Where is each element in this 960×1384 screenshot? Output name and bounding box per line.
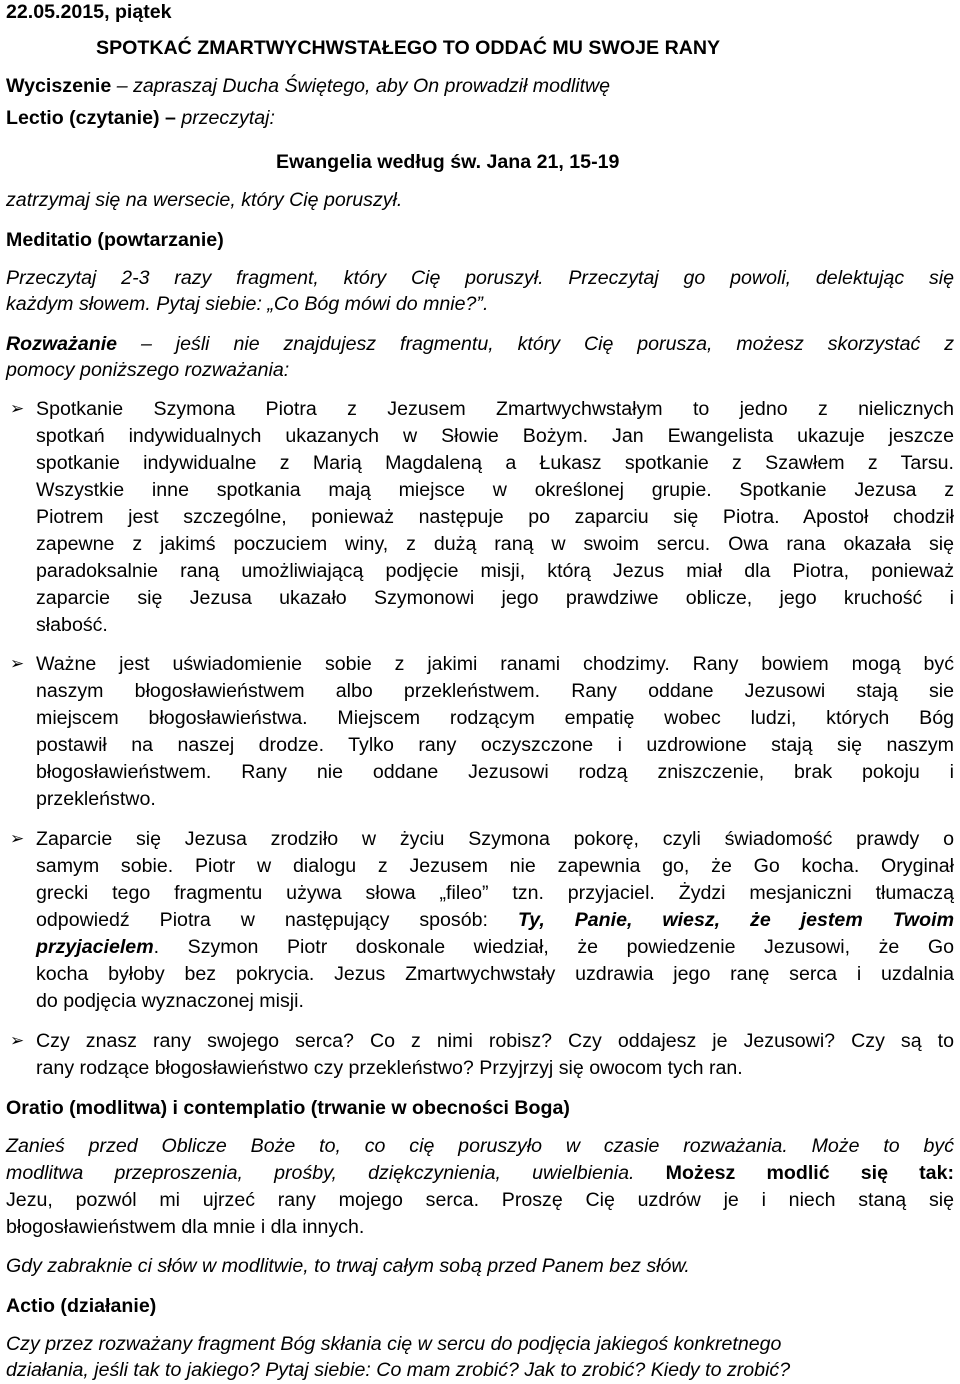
list-item-line: błogosławieństwem. Rany nie oddane Jezusowi rodzą zniszczenie, brak pokoju i — [36, 761, 954, 783]
silence-note: Gdy zabraknie ci słów w modlitwie, to trwaj całym sobą przed Panem bez słów. — [6, 1255, 690, 1277]
list-item-line — [36, 935, 954, 959]
oratio-text-line — [6, 1161, 954, 1185]
lectio-label: Lectio (czytanie) – — [6, 107, 182, 129]
meditatio-text-line: każdym słowem. Pytaj siebie: „Co Bóg mówi do mnie?”. — [6, 293, 489, 315]
list-item-line: naszym błogosławieństwem albo przekleństwem. Rany oddane Jezusowi stają sie — [36, 680, 954, 702]
rozwazanie-intro-line — [6, 332, 954, 356]
meditatio-text-line: Przeczytaj 2-3 razy fragment, który Cię poruszył. Przeczytaj go powoli, delektując się — [6, 267, 954, 289]
list-item-text: odpowiedź Piotra w następujący sposób: — [36, 909, 518, 931]
list-item-line: zaparcie się Jezusa ukazało Szymonowi jego prawdziwe oblicze, jego kruchość i — [36, 587, 954, 609]
rozwazanie-intro-text: – jeśli nie znajdujesz fragmentu, który Cię porusza, możesz skorzystać z — [117, 333, 954, 355]
list-item-line: grecki tego fragmentu używa słowa „fileo” tzn. przyjaciel. Żydzi mesjaniczni tłumaczą — [36, 882, 954, 904]
list-item-line: spotkań indywidualnych ukazanych w Słowie Bożym. Jan Ewangelista ukazuje jeszcze — [36, 425, 954, 447]
oratio-text: modlitwa przeproszenia, prośby, dziękczynienia, uwielbienia. — [6, 1162, 666, 1184]
document-date: 22.05.2015, piątek — [6, 1, 172, 23]
lectio-line — [6, 106, 275, 130]
list-item-line: spotkanie indywidualne z Marią Magdaleną a Łukasz spotkanie z Szawłem z Tarsu. — [36, 452, 954, 474]
bullet-arrow-icon: ➢ — [10, 654, 25, 673]
list-item-line: kocha byłoby bez pokrycia. Jezus Zmartwychwstały uzdrawia jego ranę serca i uzdalnia — [36, 963, 954, 985]
list-item-line: Wszystkie inne spotkania mają miejsce w określonej grupie. Spotkanie Jezusa z — [36, 479, 954, 501]
lectio-text: przeczytaj: — [181, 107, 275, 129]
quote-text: Ty, Panie, wiesz, że jestem Twoim — [517, 909, 955, 931]
wyciszenie-text: – zapraszaj Ducha Świętego, aby On prowadził modlitwę — [111, 75, 611, 97]
list-item-line: Spotkanie Szymona Piotra z Jezusem Zmartwychwstałym to jedno z nielicznych — [36, 398, 954, 420]
wyciszenie-label: Wyciszenie — [6, 75, 112, 97]
prayer-line: Jezu, pozwól mi ujrzeć rany mojego serca. Proszę Cię uzdrów je i niech staną się — [6, 1189, 954, 1211]
list-item-line: Piotrem jest szczególne, ponieważ następuje po zaparciu się Piotra. Apostoł chodził — [36, 506, 954, 528]
list-item-line: paradoksalnie raną umożliwiającą podjęcie misji, którą Jezus miał dla Piotra, ponieważ — [36, 560, 954, 582]
rozwazanie-intro-line: pomocy poniższego rozważania: — [6, 359, 290, 381]
oratio-text-line: Zanieś przed Oblicze Boże to, co cię poruszyło w czasie rozważania. Może to być — [6, 1135, 954, 1157]
lectio-instruction: zatrzymaj się na wersecie, który Cię poruszył. — [6, 189, 403, 211]
list-item-line: Czy znasz rany swojego serca? Co z nimi robisz? Czy oddajesz je Jezusowi? Czy są to — [36, 1030, 954, 1052]
list-item-line: Zaparcie się Jezusa zrodziło w życiu Szymona pokorę, czyli świadomość prawdy o — [36, 828, 954, 850]
quote-text: przyjacielem — [36, 936, 154, 958]
list-item-line: Ważne jest uświadomienie sobie z jakimi ranami chodzimy. Rany bowiem mogą być — [36, 653, 954, 675]
list-item-line: samym sobie. Piotr w dialogu z Jezusem nie zapewnia go, że Go kocha. Oryginał — [36, 855, 954, 877]
meditatio-heading: Meditatio (powtarzanie) — [6, 229, 224, 251]
list-item-line: przekleństwo. — [36, 788, 156, 810]
oratio-emphasis: Możesz modlić się tak: — [665, 1162, 954, 1184]
list-item-line: do podjęcia wyznaczonej misji. — [36, 990, 304, 1012]
list-item-line: zapewne z jakimś poczuciem winy, z dużą raną w swoim sercu. Owa rana okazała się — [36, 533, 954, 555]
oratio-heading: Oratio (modlitwa) i contemplatio (trwanie w obecności Boga) — [6, 1097, 570, 1119]
list-item-line: postawił na naszej drodze. Tylko rany oczyszczone i uzdrowione stają się naszym — [36, 734, 954, 756]
list-item-line — [36, 908, 954, 932]
document-title: SPOTKAĆ ZMARTWYCHWSTAŁEGO TO ODDAĆ MU SWOJE RANY — [96, 37, 721, 59]
prayer-line: błogosławieństwem dla mnie i dla innych. — [6, 1216, 365, 1238]
rozwazanie-label: Rozważanie — [6, 333, 118, 355]
gospel-reference: Ewangelia według św. Jana 21, 15-19 — [276, 151, 620, 173]
list-item-text: . Szymon Piotr doskonale wiedział, że powiedzenie Jezusowi, że Go — [153, 936, 954, 958]
bullet-arrow-icon: ➢ — [10, 1031, 25, 1050]
wyciszenie-line — [6, 74, 610, 98]
actio-text-line: Czy przez rozważany fragment Bóg skłania cię w sercu do podjęcia jakiegoś konkretnego — [6, 1333, 782, 1355]
list-item-line: miejscem błogosławieństwa. Miejscem rodzącym empatię wobec ludzi, których Bóg — [36, 707, 954, 729]
actio-text-line: działania, jeśli tak to jakiego? Pytaj siebie: Co mam zrobić? Jak to zrobić? Kiedy to zrobić? — [6, 1359, 791, 1381]
actio-heading: Actio (działanie) — [6, 1295, 157, 1317]
bullet-arrow-icon: ➢ — [10, 829, 25, 848]
list-item-line: rany rodzące błogosławieństwo czy przekleństwo? Przyjrzyj się owocom tych ran. — [36, 1057, 743, 1079]
list-item-line: słabość. — [36, 614, 108, 636]
bullet-arrow-icon: ➢ — [10, 399, 25, 418]
